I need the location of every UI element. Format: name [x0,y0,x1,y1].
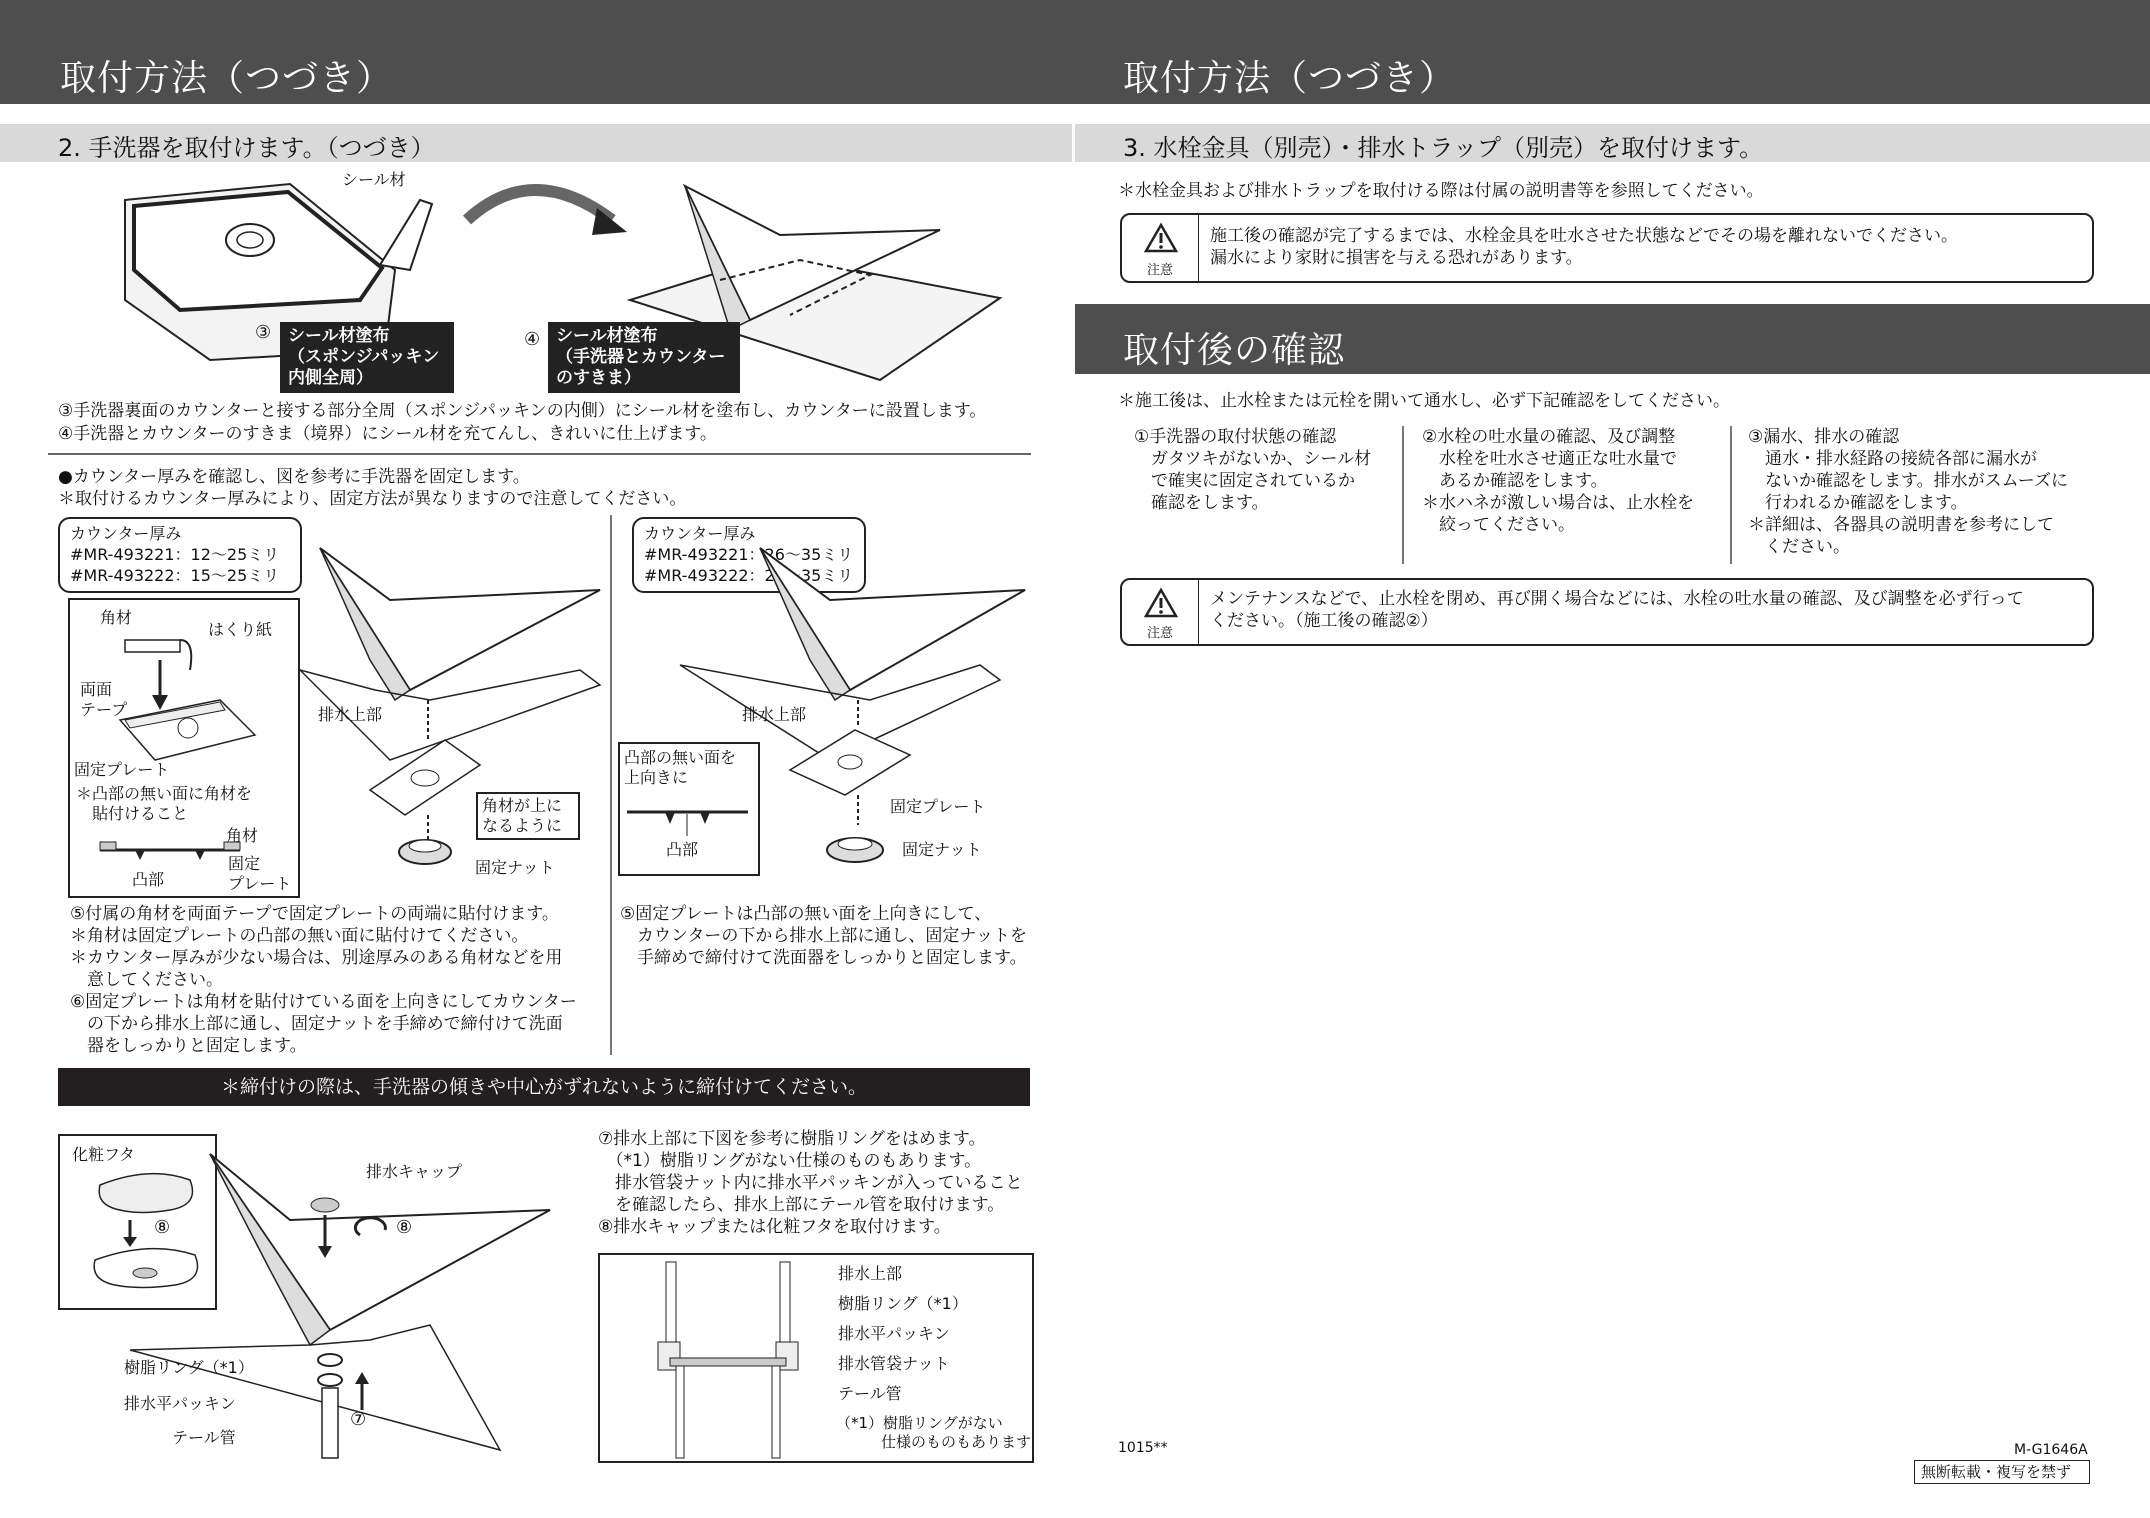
drain-cap-label: 排水キャップ [366,1162,463,1181]
check-title: 取付後の確認 [1123,330,1346,371]
sec-nut: 排水管袋ナット [838,1354,950,1373]
caution-icon-2 [1122,580,1199,644]
check-col2: ②水栓の吐水量の確認、及び調整 水栓を吐水させ適正な吐水量で あるか確認をします。 ＊水ハネが激しい場合は、止水栓を 絞ってください。 [1422,427,1694,535]
check-divider-1 [1402,426,1404,564]
check-col1: ①手洗器の取付状態の確認 ガタツキがないか、シール材 で確実に固定されているか 確認をします。 [1134,427,1372,513]
drain-notes: ⑦排水上部に下図を参考に樹脂リングをはめます。 （*1）樹脂リングがない仕様のものもあります。 排水管袋ナット内に排水平パッキンが入っていること を確認したら、排水上部にテール管を取付けます。 ⑧排水キャップまたは化粧フタを取付けます。 [598,1129,1023,1237]
sec-tail: テール管 [838,1384,902,1403]
detail-kakuzai-figure [80,610,290,890]
right-notes: ⑤固定プレートは凸部の無い面を上向きにして、 カウンターの下から排水上部に通し、固定ナットを 手締めで締付けて洗面器をしっかりと固定します。 [620,904,1027,968]
label-drain-top-left: 排水上部 [318,705,383,724]
thickness-intro1: ●カウンター厚みを確認し、図を参考に手洗器を固定します。 [58,467,530,487]
header-left [0,0,1075,104]
detail-kakuzai: 角材 [100,608,133,627]
caution-label-1: 注意 [1146,263,1173,278]
divider-vertical [610,515,612,1055]
label-drain-top-right: 排水上部 [742,705,807,724]
label-no-totsu: 凸部の無い面を 上向きに [624,748,737,787]
label-kakuzai-up-text: 角材が上に なるように [482,796,563,835]
label-kakuzai-up [476,792,580,840]
check-intro: ＊施工後は、止水栓または元栓を開いて通水し、必ず下記確認をしてください。 [1118,391,1730,411]
note4: ④手洗器とカウンターのすきま（境界）にシール材を充てんし、きれいに仕上げます。 [58,424,717,444]
sec-resin: 樹脂リング（*1） [838,1294,968,1313]
thickness-left-text: カウンター厚み #MR-493221：12～25ミリ #MR-493222：15～25ミリ [70,524,280,585]
sec-packing: 排水平パッキン [838,1324,950,1343]
cosmetic-lid-label: 化粧フタ [72,1145,135,1164]
check-col3: ③漏水、排水の確認 通水・排水経路の接続各部に漏水が ないか確認をします。排水がスムーズに 行われるか確認をします。 ＊詳細は、各器具の説明書を参考にして ください。 [1748,427,2068,557]
footer-copyright: 無断転載・複写を禁ず [1921,1463,2072,1481]
label-nut-right: 固定ナット [902,840,982,859]
footer-code-left: 1015** [1118,1440,1168,1456]
flip-arrow-icon [462,180,632,250]
section3-note: ＊水栓金具および排水トラップを取付ける際は付属の説明書等を参照してください。 [1118,181,1764,201]
caution-label-2: 注意 [1146,626,1173,641]
check-header [1075,304,2150,374]
drain-section-figure [640,1262,820,1458]
label-totsubu-right: 凸部 [666,840,699,859]
num7: ⑦ [350,1409,367,1430]
caution-text-1: 施工後の確認が完了するまでは、水栓金具を吐水させた状態などでその場を離れないでください。 漏水により家財に損害を与える恐れがあります。 [1210,226,1958,268]
warning-icon [1144,588,1178,618]
thickness-intro2: ＊取付けるカウンター厚みにより、固定方法が異なりますので注意してください。 [58,489,687,509]
sec-drain-top: 排水上部 [838,1264,903,1283]
num4: ④ [524,329,541,350]
thickness-right-text: カウンター厚み #MR-493221：26～35ミリ #MR-493222：26～35ミリ [644,524,854,585]
section2-title: 2. 手洗器を取付けます。（つづき） [58,134,435,162]
detail-totsubu: 凸部 [132,870,165,889]
footer-code-right: M-G1646A [2014,1442,2088,1458]
note3: ③手洗器裏面のカウンターと接する部分全周（スポンジパッキンの内側）にシール材を塗布し、カウンターに設置します。 [58,401,987,421]
section2-bar [0,124,1072,162]
detail-plate2: 固定 プレート [228,854,292,893]
num8a: ⑧ [154,1217,171,1238]
label-plate-right: 固定プレート [890,797,986,816]
caution-text-2: メンテナンスなどで、止水栓を閉め、再び開く場合などには、水栓の吐水量の確認、及び調整を必ず行って ください。（施工後の確認②） [1210,589,2024,631]
detail-note: ＊凸部の無い面に角材を 貼付けること [76,784,253,823]
num3: ③ [255,322,272,343]
section3-bar [1075,124,2150,162]
header-right-title: 取付方法（つづき） [1123,58,1457,99]
caution-icon-1 [1122,215,1199,281]
sec-note: （*1）樹脂リングがない 仕様のものもあります [836,1414,1032,1451]
detail-hakuri: はくり紙 [208,620,273,639]
label-nut-left: 固定ナット [475,858,555,877]
thickness-box-left [58,517,302,593]
step3-label: シール材塗布 （スポンジパッキン 内側全周） [280,322,454,393]
footer-copyright-box [1914,1460,2090,1484]
section3-title: 3. 水栓金具（別売）・排水トラップ（別売）を取付けます。 [1123,134,1764,162]
label-seal: シール材 [342,170,406,189]
flat-packing-label: 排水平パッキン [124,1394,236,1413]
detail-tape: 両面 テープ [80,680,128,719]
caution-box-1 [1120,213,2094,283]
tighten-warning-bar: ＊締付けの際は、手洗器の傾きや中心がずれないように締付けてください。 [58,1068,1030,1106]
tail-pipe-label: テール管 [172,1428,236,1447]
header-left-title: 取付方法（つづき） [60,58,394,99]
resin-ring-label: 樹脂リング（*1） [124,1358,254,1377]
detail-plate: 固定プレート [74,760,170,779]
warning-icon [1144,223,1178,253]
header-right [1075,0,2150,104]
caution-box-2 [1120,578,2094,646]
divider-1 [48,453,1031,455]
detail-kakuzai2: 角材 [226,826,259,845]
step4-label: シール材塗布 （手洗器とカウンター のすきま） [548,322,740,393]
check-divider-2 [1730,426,1732,564]
num8b: ⑧ [396,1217,413,1238]
left-notes: ⑤付属の角材を両面テープで固定プレートの両端に貼付けます。 ＊角材は固定プレートの凸部の無い面に貼付けてください。 ＊カウンター厚みが少ない場合は、別途厚みのある角材などを用 意してください。 ⑥固定プレートは角材を貼付けている面を上向きにしてカウンター の下から排水上部に通し、固定ナットを手締めで締付けて洗面 器をしっかりと固定します。 [70,904,577,1056]
